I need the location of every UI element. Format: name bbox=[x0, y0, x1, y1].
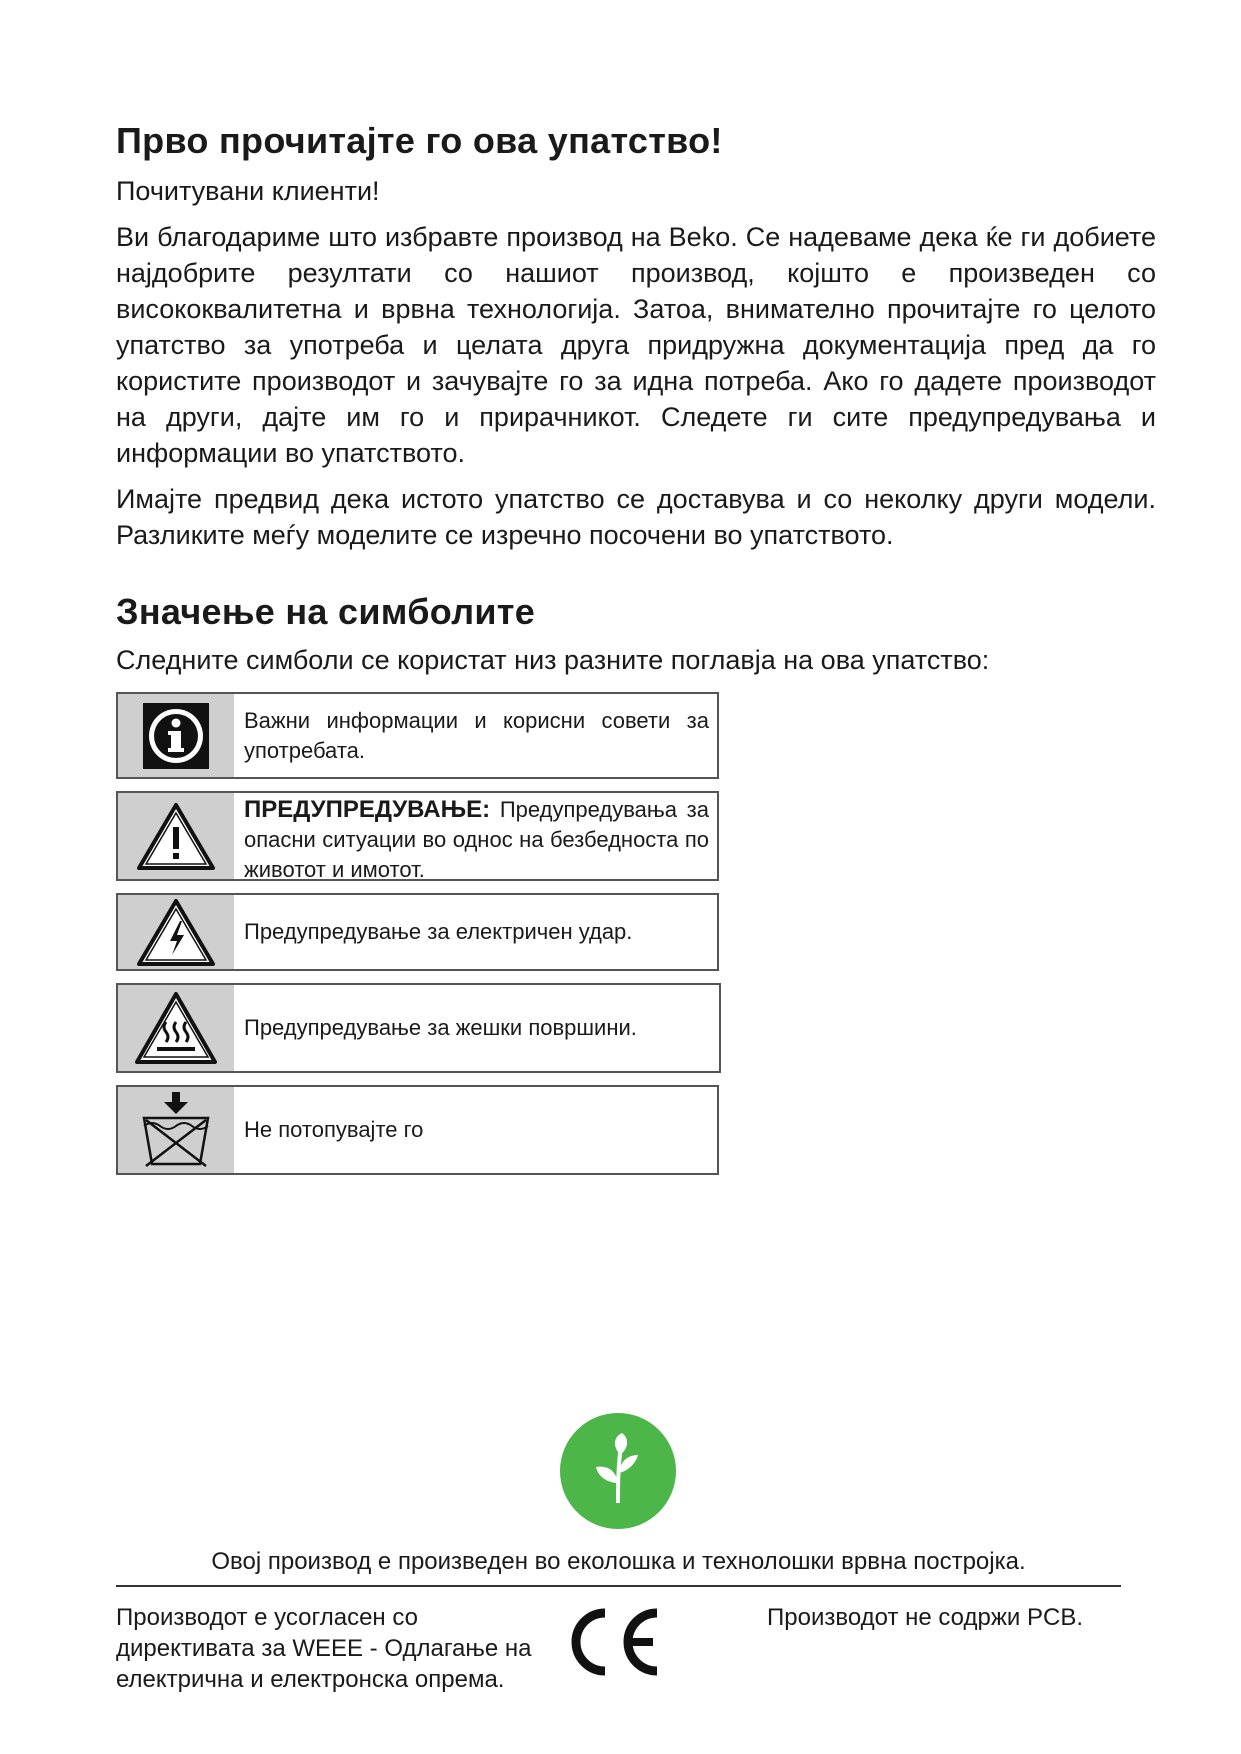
page-title: Прво прочитајте го ова упатство! bbox=[116, 120, 723, 161]
intro-paragraph: Ви благодариме што избравте производ на Beko. Се надеваме дека ќе ги добиете најдобрите резултати со нашиот производ, којшто е произведен со висококвалитетна и врвна технологија. Затоа, внимателно прочитајте го целото упатство за употреба и целата друга придружна документација пред да го користите производот и зачувајте го за идна потреба. Ако го дадете производот на други, дајте им го и прирачникот. Следете ги сите предупредувања и информации во упатството. bbox=[116, 222, 1156, 468]
warning-label: ПРЕДУПРЕДУВАЊЕ: bbox=[244, 796, 491, 823]
symbols-intro: Следните симболи се користат низ разните поглавја на ова упатство: bbox=[116, 645, 990, 675]
warning-icon bbox=[118, 793, 234, 879]
symbol-row bbox=[116, 692, 719, 779]
electric-shock-icon bbox=[118, 895, 234, 969]
symbol-description: Предупредување за жешки површини. bbox=[244, 1015, 637, 1040]
eco-leaf-icon bbox=[560, 1413, 676, 1529]
page-content bbox=[116, 120, 1156, 1187]
symbol-row bbox=[116, 983, 721, 1073]
info-icon bbox=[118, 694, 234, 777]
do-not-immerse-icon bbox=[118, 1087, 234, 1173]
footer-divider bbox=[116, 1585, 1121, 1587]
symbol-description: Предупредувања за опасни ситуации во однос на безбедноста по животот и имотот. bbox=[244, 797, 709, 882]
greeting: Почитувани клиенти! bbox=[116, 176, 380, 206]
symbol-description: Не потопувајте го bbox=[244, 1117, 424, 1142]
symbol-row bbox=[116, 1085, 719, 1175]
symbol-row bbox=[116, 893, 719, 971]
symbols-table bbox=[116, 692, 719, 1175]
symbol-row bbox=[116, 791, 719, 881]
models-note-paragraph: Имајте предвид дека истото упатство се доставува и со неколку други модели. Разликите меѓу моделите се изречно посочени во упатството. bbox=[116, 484, 1156, 550]
pcb-notice: Производот не содржи PCB. bbox=[767, 1604, 1083, 1631]
symbol-description: Важни информации и корисни совети за употребата. bbox=[244, 707, 709, 763]
weee-notice: Производот е усогласен со директивата за WEEE - Одлагање на електрична и електронска опрема. bbox=[116, 1604, 532, 1693]
eco-caption: Овој производ е произведен во еколошка и технолошки врвна постројка. bbox=[211, 1548, 1026, 1575]
ce-mark-icon bbox=[565, 1605, 665, 1684]
symbol-description: Предупредување за електричен удар. bbox=[244, 919, 633, 944]
hot-surface-icon bbox=[118, 985, 234, 1071]
symbols-heading: Значење на симболите bbox=[116, 591, 536, 632]
